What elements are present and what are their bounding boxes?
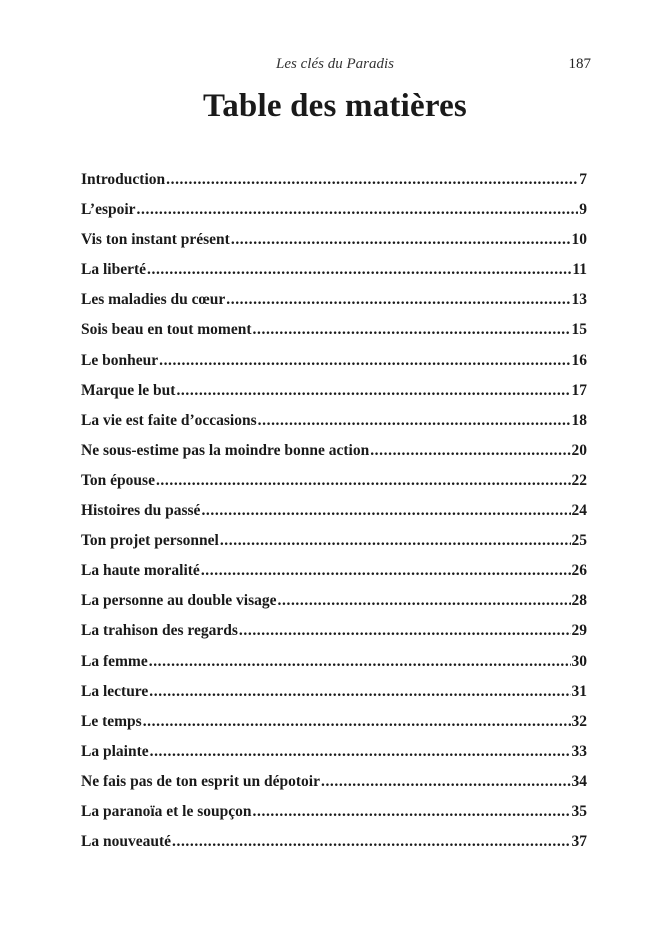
toc-entry	[81, 228, 587, 258]
toc-entry-label: Introduction	[81, 171, 166, 188]
toc-entry	[81, 529, 587, 559]
dot-leader	[321, 770, 571, 794]
toc-entry	[81, 168, 587, 198]
toc-entry-page: 11	[572, 261, 587, 279]
dot-leader	[149, 680, 570, 704]
toc-entry	[81, 288, 587, 318]
dot-leader	[231, 228, 571, 252]
toc-entry-page: 17	[571, 381, 587, 399]
toc-entry-page: 16	[571, 351, 587, 369]
dot-leader	[258, 409, 571, 433]
toc-entry-page: 33	[571, 742, 587, 760]
toc-entry-label: L’espoir	[81, 201, 136, 219]
toc-entry	[81, 830, 587, 860]
toc-entry	[81, 740, 587, 770]
toc-entry-page: 25	[571, 532, 587, 550]
dot-leader	[239, 619, 571, 643]
toc-entry	[81, 318, 587, 348]
toc-list	[81, 168, 587, 860]
toc-entry-label: La nouveauté	[81, 833, 171, 851]
dot-leader	[201, 499, 570, 523]
toc-entry	[81, 770, 587, 800]
toc-entry-page: 7	[579, 171, 587, 188]
toc-entry-page: 26	[571, 562, 587, 580]
toc-entry	[81, 469, 587, 499]
toc-entry-page: 32	[571, 712, 587, 730]
toc-entry-label: Vis ton instant présent	[81, 231, 230, 249]
toc-entry	[81, 379, 587, 409]
toc-entry-label: Le temps	[81, 712, 142, 730]
toc-entry-label: La haute moralité	[81, 562, 200, 580]
toc-entry	[81, 589, 587, 619]
dot-leader	[166, 168, 578, 192]
toc-entry-label: Sois beau en tout moment	[81, 321, 252, 339]
toc-entry-page: 13	[571, 291, 587, 309]
dot-leader	[370, 439, 570, 463]
dot-leader	[150, 740, 571, 764]
dot-leader	[147, 258, 571, 282]
dot-leader	[143, 710, 571, 734]
toc-entry-label: Ne fais pas de ton esprit un dépotoir	[81, 772, 320, 790]
toc-entry-label: Ton projet personnel	[81, 532, 219, 550]
toc-entry-label: La personne au double visage	[81, 592, 277, 610]
toc-entry-page: 34	[571, 772, 587, 790]
dot-leader	[137, 198, 579, 222]
toc-entry-label: Histoires du passé	[81, 502, 201, 520]
running-header	[0, 56, 670, 76]
toc-entry-label: La trahison des regards	[81, 622, 238, 640]
toc-entry	[81, 680, 587, 710]
toc-entry	[81, 650, 587, 680]
toc-entry-label: Le bonheur	[81, 351, 159, 369]
toc-entry-label: La plainte	[81, 742, 149, 760]
toc-entry-label: La vie est faite d’occasions	[81, 411, 257, 429]
toc-entry-page: 9	[579, 201, 587, 219]
toc-entry	[81, 559, 587, 589]
toc-entry-label: La paranoïa et le soupçon	[81, 802, 252, 820]
toc-entry-label: La liberté	[81, 261, 146, 279]
dot-leader	[156, 469, 571, 493]
toc-entry-label: La femme	[81, 652, 148, 670]
toc-entry-page: 30	[571, 652, 587, 670]
toc-entry-page: 31	[571, 682, 587, 700]
toc-entry-page: 10	[571, 231, 587, 249]
dot-leader	[278, 589, 571, 613]
toc-entry-label: Les maladies du cœur	[81, 291, 226, 309]
toc-entry	[81, 710, 587, 740]
toc-entry-page: 35	[571, 802, 587, 820]
toc-entry	[81, 198, 587, 228]
page-number: 187	[568, 56, 591, 72]
toc-entry-label: Marque le but	[81, 381, 176, 399]
toc-entry	[81, 800, 587, 830]
toc-entry-page: 24	[571, 502, 587, 520]
dot-leader	[159, 349, 570, 373]
toc-entry	[81, 349, 587, 379]
toc-entry	[81, 258, 587, 288]
toc-entry-label: Ne sous-estime pas la moindre bonne action	[81, 441, 370, 459]
toc-entry	[81, 439, 587, 469]
toc-entry-page: 18	[571, 411, 587, 429]
toc-entry	[81, 409, 587, 439]
dot-leader	[226, 288, 570, 312]
toc-entry-page: 29	[571, 622, 587, 640]
dot-leader	[201, 559, 571, 583]
dot-leader	[176, 379, 570, 403]
toc-entry-page: 37	[571, 833, 587, 851]
dot-leader	[172, 830, 571, 854]
dot-leader	[220, 529, 571, 553]
toc-title: Table des matières	[203, 88, 467, 124]
dot-leader	[149, 650, 571, 674]
toc-entry-label: La lecture	[81, 682, 149, 700]
toc-entry-label: Ton épouse	[81, 471, 155, 489]
toc-entry-page: 15	[571, 321, 587, 339]
toc-entry	[81, 619, 587, 649]
toc-entry-page: 28	[571, 592, 587, 610]
dot-leader	[253, 800, 571, 824]
running-title: Les clés du Paradis	[276, 56, 394, 72]
toc-entry	[81, 499, 587, 529]
toc-entry-page: 20	[571, 441, 587, 459]
toc-entry-page: 22	[571, 471, 587, 489]
dot-leader	[253, 318, 571, 342]
